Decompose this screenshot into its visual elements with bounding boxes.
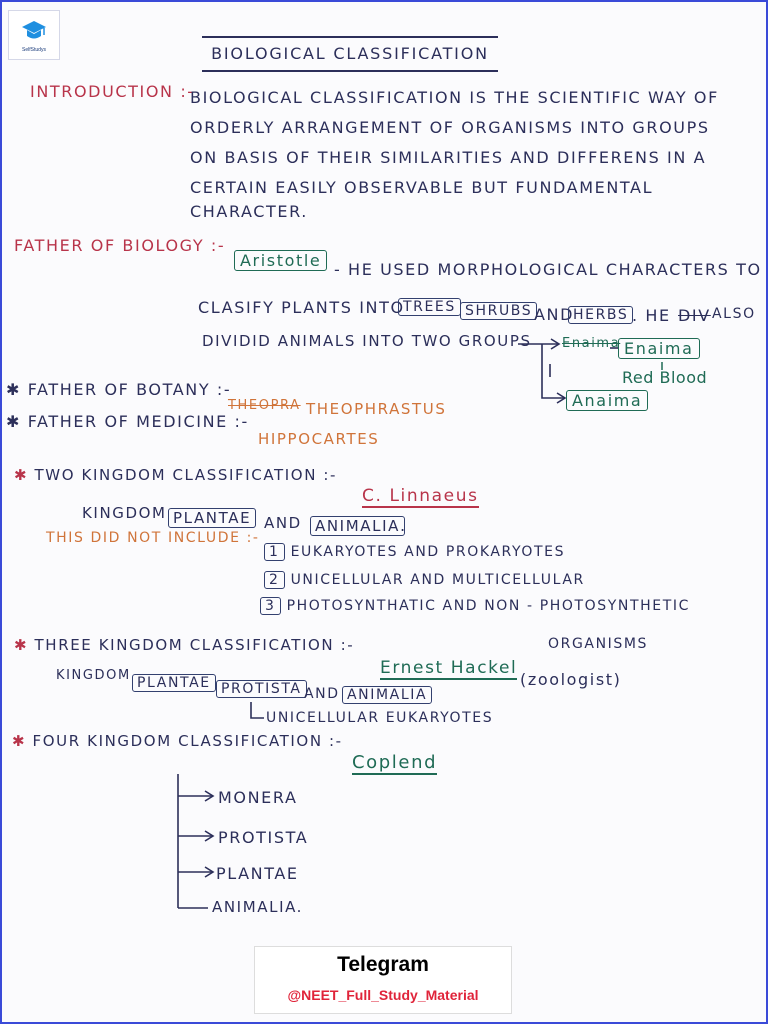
logo-caption: SelfStudys — [22, 47, 46, 53]
two-kingdom-text: TWO KINGDOM CLASSIFICATION :- — [34, 466, 338, 484]
intro-line-1: BIOLOGICAL CLASSIFICATION IS THE SCIENTIFIC WAY OF — [190, 88, 719, 107]
three-kingdom-kingdom: KINGDOM — [56, 668, 131, 683]
intro-line-2: ORDERLY ARRANGEMENT OF ORGANISMS INTO GROUPS — [190, 118, 710, 137]
father-biology-and: AND — [534, 305, 575, 324]
aristotle-name: Aristotle — [234, 250, 327, 271]
three-kingdom-plantae: PLANTAE — [132, 674, 216, 692]
four-kingdom-item-plantae: PLANTAE — [216, 864, 299, 883]
telegram-heading: Telegram — [337, 953, 429, 976]
four-kingdom-item-animalia: ANIMALIA. — [212, 898, 304, 916]
item-text: UNICELLULAR AND MULTICELLULAR — [290, 572, 585, 588]
father-biology-line-3: DIVIDID ANIMALS INTO TWO GROUPS — [202, 332, 532, 350]
item-number: 3 — [260, 597, 281, 615]
father-biology-also: ALSO — [712, 306, 756, 322]
father-botany-label — [6, 380, 231, 399]
two-kingdom-and: AND — [264, 514, 302, 532]
two-kingdom-plantae: PLANTAE — [168, 508, 256, 528]
three-kingdom-animalia: ANIMALIA — [342, 686, 432, 704]
theophrastus: THEOPHRASTUS — [306, 400, 447, 418]
item-number: 2 — [264, 571, 285, 589]
selfstudys-logo — [8, 10, 60, 60]
struck-theopra: THEOPRA — [228, 398, 301, 413]
intro-line-5: CHARACTER. — [190, 202, 308, 221]
asterisk-icon: ✱ — [6, 412, 22, 431]
father-medicine-label — [6, 412, 249, 431]
linnaeus: C. Linnaeus — [362, 486, 479, 506]
three-kingdom-text: THREE KINGDOM CLASSIFICATION :- — [34, 636, 355, 654]
three-kingdom-protista: PROTISTA — [216, 680, 307, 698]
father-botany-text: FATHER OF BOTANY :- — [27, 380, 232, 399]
two-kingdom-kingdom: KINGDOM — [82, 504, 167, 522]
not-include-item-3 — [260, 598, 690, 614]
two-kingdom-animalia: ANIMALIA — [310, 516, 405, 536]
shrubs-box: SHRUBS — [460, 302, 537, 320]
intro-line-4: CERTAIN EASILY OBSERVABLE BUT FUNDAMENTAL — [190, 178, 654, 197]
page-title: BIOLOGICAL CLASSIFICATION — [202, 36, 498, 72]
struck-enaima: Enaima — [562, 336, 621, 351]
two-kingdom-label — [14, 466, 337, 484]
asterisk-icon: ✱ — [6, 380, 22, 399]
asterisk-icon: ✱ — [14, 466, 29, 484]
father-medicine-text: FATHER OF MEDICINE :- — [27, 412, 249, 431]
four-kingdom-text: FOUR KINGDOM CLASSIFICATION :- — [32, 732, 343, 750]
four-kingdom-item-protista: PROTISTA — [218, 828, 309, 847]
not-include-item-2 — [264, 572, 585, 588]
father-biology-line-2b: . HE — [632, 306, 671, 325]
anaima-box: Anaima — [566, 390, 648, 411]
not-include-item-1 — [264, 544, 565, 560]
two-kingdom-dot: . — [400, 516, 407, 535]
not-include-label: THIS DID NOT INCLUDE :- — [46, 530, 260, 546]
protista-note: UNICELLULAR EUKARYOTES — [266, 710, 494, 726]
coplend: Coplend — [352, 752, 438, 773]
red-blood-note: Red Blood — [622, 368, 708, 387]
item-text: EUKARYOTES AND PROKARYOTES — [290, 544, 566, 560]
herbs-box: HERBS — [568, 306, 633, 324]
trees-box: TREES — [398, 298, 461, 316]
item-text: PHOTOSYNTHATIC AND NON - PHOTOSYNTHETIC — [286, 598, 690, 614]
telegram-banner — [254, 946, 512, 1014]
father-biology-line-2a: CLASIFY PLANTS INTO — [198, 298, 405, 317]
zoologist-note: (zoologist) — [520, 670, 622, 689]
not-include-item-3-cont: ORGANISMS — [548, 636, 649, 652]
asterisk-icon: ✱ — [14, 636, 29, 654]
hippocartes: HIPPOCARTES — [258, 430, 380, 448]
ernest-hackel: Ernest Hackel — [380, 658, 518, 678]
father-biology-label: FATHER OF BIOLOGY :- — [14, 236, 226, 255]
four-kingdom-item-monera: MONERA — [218, 788, 298, 807]
intro-line-3: ON BASIS OF THEIR SIMILARITIES AND DIFFERENS IN A — [190, 148, 707, 167]
item-number: 1 — [264, 543, 285, 561]
telegram-handle-link[interactable]: @NEET_Full_Study_Material — [287, 987, 479, 1003]
enaima-box: Enaima — [618, 338, 700, 359]
four-kingdom-label — [12, 732, 343, 750]
graduation-cap-icon — [21, 19, 47, 43]
three-kingdom-label — [14, 636, 354, 654]
three-kingdom-and: AND — [304, 686, 340, 702]
asterisk-icon: ✱ — [12, 732, 27, 750]
father-biology-line-1: - HE USED MORPHOLOGICAL CHARACTERS TO — [334, 260, 762, 279]
intro-label: INTRODUCTION :- — [30, 82, 195, 101]
struck-word: DIV — [678, 306, 711, 325]
